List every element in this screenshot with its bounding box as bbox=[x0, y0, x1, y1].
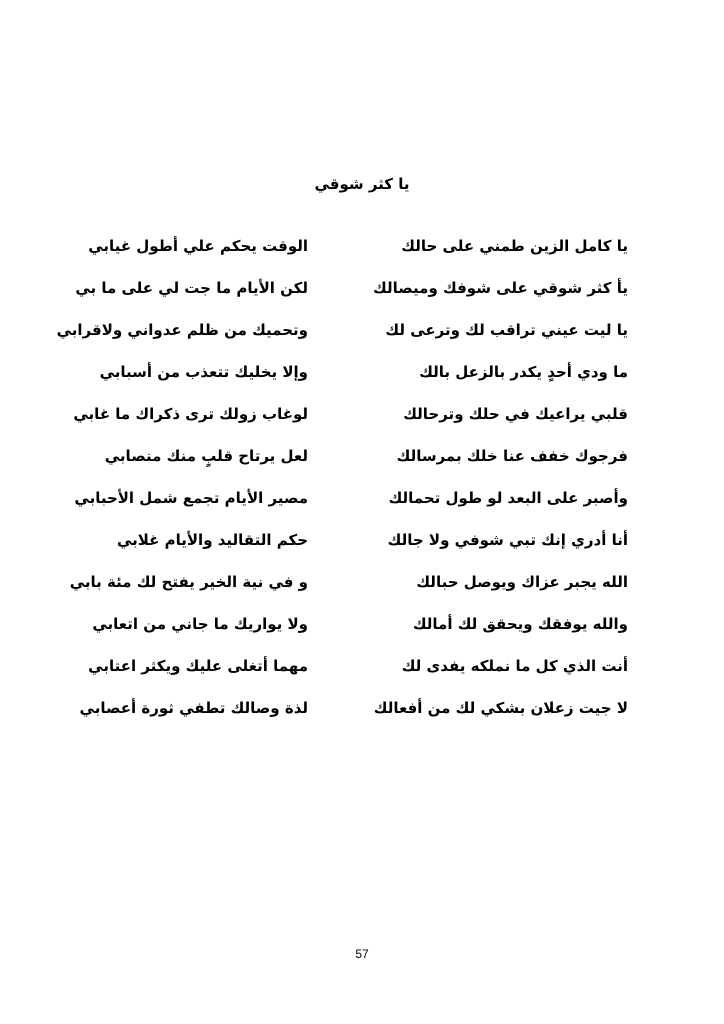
verse-second-hemistich: وإلا يخليك تتعذب من أسبابي bbox=[99, 363, 308, 381]
verse-first-hemistich: يأ كثر شوقي على شوفك وميصالك bbox=[373, 279, 628, 297]
poem-body bbox=[56, 232, 628, 736]
verse-row bbox=[75, 274, 628, 316]
verse-first-hemistich: الله يجبر عزاك ويوصل حبالك bbox=[416, 573, 628, 591]
verse-first-hemistich: أنا أدري إنك تبي شوفي ولا جالك bbox=[387, 531, 628, 549]
verse-row bbox=[94, 358, 628, 400]
verse-second-hemistich: ولا يواريك ما جاني من اتعابي bbox=[92, 615, 308, 633]
verse-first-hemistich: قلبي يراعيك في حلك وترحالك bbox=[403, 405, 628, 423]
verse-first-hemistich: والله يوفقك ويحقق لك أمالك bbox=[412, 615, 628, 633]
verse-second-hemistich: وتحميك من ظلم عدواني ولاقرابي bbox=[56, 321, 308, 339]
verse-row bbox=[56, 316, 628, 358]
verse-first-hemistich: وأصبر على البعد لو طول تحمالك bbox=[388, 489, 628, 507]
page-number: 57 bbox=[355, 947, 369, 961]
verse-first-hemistich: يا ليت عيني تراقب لك وترعى لك bbox=[385, 321, 628, 339]
verse-row bbox=[94, 526, 628, 568]
verse-first-hemistich: يا كامل الزين طمني على حالك bbox=[401, 237, 628, 255]
verse-second-hemistich: لكن الأيام ما جت لي على ما بي bbox=[75, 279, 308, 297]
verse-first-hemistich: أنت الذي كل ما نملكه يفدى لك bbox=[401, 657, 628, 675]
verse-row bbox=[73, 400, 628, 442]
verse-second-hemistich: لعل يرتاح قلبٍ منك منصابي bbox=[104, 447, 308, 465]
verse-row bbox=[88, 652, 628, 694]
verse-row bbox=[69, 568, 628, 610]
verse-second-hemistich: مهما أتغلى عليك ويكثر اعتابي bbox=[88, 657, 308, 675]
verse-row bbox=[88, 232, 628, 274]
verse-second-hemistich: و في نية الخير يفتح لك مئة بابي bbox=[69, 573, 308, 591]
poem-title: يا كثر شوقي bbox=[314, 175, 410, 193]
verse-second-hemistich: لوغاب زولك ترى ذكراك ما غابي bbox=[73, 405, 308, 423]
verse-first-hemistich: لا جيت زعلان بشكي لك من أفعالك bbox=[373, 699, 628, 717]
verse-row bbox=[74, 484, 628, 526]
verse-row bbox=[94, 442, 628, 484]
verse-second-hemistich: حكم التقاليد والأيام غلابي bbox=[116, 531, 308, 549]
verse-first-hemistich: ما ودي أحدٍ يكدر بالزعل بالك bbox=[419, 363, 628, 381]
verse-second-hemistich: الوقت يحكم علي أطول غيابي bbox=[88, 237, 308, 255]
verse-second-hemistich: مصير الأيام تجمع شمل الأحبابي bbox=[74, 489, 308, 507]
verse-row bbox=[94, 610, 628, 652]
verse-row bbox=[79, 694, 628, 736]
verse-first-hemistich: فرجوك خفف عنا خلك بمرسالك bbox=[396, 447, 628, 465]
verse-second-hemistich: لذة وصالك تطفي ثورة أعصابي bbox=[79, 699, 308, 717]
